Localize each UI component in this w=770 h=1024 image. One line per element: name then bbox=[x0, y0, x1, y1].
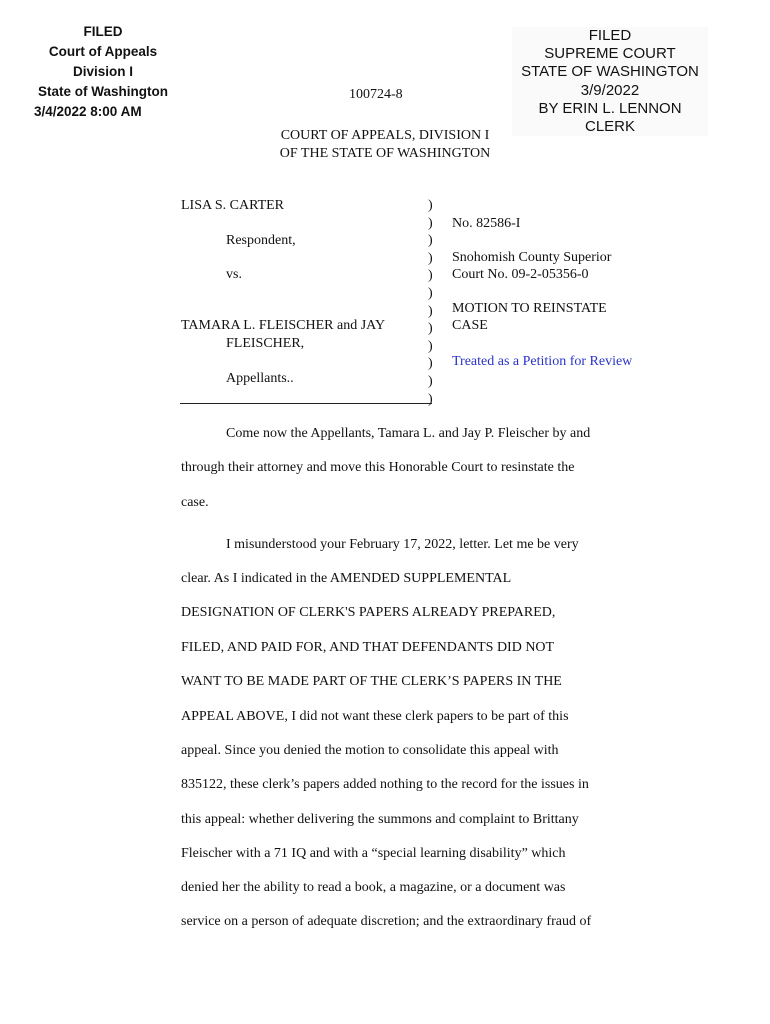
body-line: service on a person of adequate discretion; and the extraordinary fraud of bbox=[181, 914, 592, 929]
motion-title-line1: MOTION TO REINSTATE bbox=[452, 301, 607, 316]
body-line: case. bbox=[181, 495, 209, 510]
paren: ) bbox=[428, 303, 433, 319]
paren: ) bbox=[428, 198, 433, 213]
paren: ) bbox=[428, 321, 433, 337]
stamp-line: Court of Appeals bbox=[48, 44, 158, 59]
stamp-line: FILED bbox=[588, 27, 632, 44]
court-header-line1: COURT OF APPEALS, DIVISION I bbox=[280, 128, 490, 143]
paren: ) bbox=[428, 373, 433, 389]
stamp-line: SUPREME COURT bbox=[544, 45, 676, 63]
county-court-line1: Snohomish County Superior bbox=[452, 250, 612, 265]
plaintiff-role: Respondent, bbox=[226, 233, 296, 248]
treated-as-annotation: Treated as a Petition for Review bbox=[452, 354, 633, 369]
stamp-line: State of Washington bbox=[38, 84, 168, 99]
court-header-line2: OF THE STATE OF WASHINGTON bbox=[279, 146, 491, 161]
body-line: this appeal: whether delivering the summons and complaint to Brittany bbox=[181, 812, 579, 827]
plaintiff-name: LISA S. CARTER bbox=[181, 198, 285, 213]
body-line: through their attorney and move this Honorable Court to resinstate the bbox=[181, 460, 575, 475]
body-line: 835122, these clerk’s papers added nothing to the record for the issues in bbox=[181, 777, 589, 792]
stamp-line: Division I bbox=[72, 64, 133, 79]
case-number: No. 82586-I bbox=[452, 216, 521, 231]
defendants-name-line1: TAMARA L. FLEISCHER and JAY bbox=[181, 318, 386, 333]
stamp-line: BY ERIN L. LENNON bbox=[538, 99, 682, 117]
body-line: appeal. Since you denied the motion to consolidate this appeal with bbox=[181, 743, 559, 758]
body-line: denied her the ability to read a book, a magazine, or a document was bbox=[181, 880, 566, 895]
body-line: DESIGNATION OF CLERK'S PAPERS ALREADY PREPARED, bbox=[181, 605, 556, 620]
body-line: FILED, AND PAID FOR, AND THAT DEFENDANTS DID NOT bbox=[181, 640, 555, 655]
body-line: Fleischer with a 71 IQ and with a “special learning disability” which bbox=[181, 846, 566, 861]
body-line: WANT TO BE MADE PART OF THE CLERK’S PAPERS IN THE bbox=[181, 674, 562, 689]
paren: ) bbox=[428, 268, 433, 284]
caption-paren-column bbox=[428, 197, 433, 408]
paren: ) bbox=[428, 391, 433, 407]
motion-title-line2: CASE bbox=[452, 318, 488, 333]
stamp-date: 3/4/2022 8:00 AM bbox=[34, 104, 142, 119]
body-line: I misunderstood your February 17, 2022, letter. Let me be very bbox=[226, 537, 579, 552]
paren: ) bbox=[428, 356, 433, 372]
defendants-name-line2: FLEISCHER, bbox=[226, 336, 305, 351]
body-line: clear. As I indicated in the AMENDED SUPPLEMENTAL bbox=[181, 571, 512, 586]
caption-rule bbox=[180, 403, 432, 404]
supreme-court-case-number: 100724-8 bbox=[349, 87, 403, 102]
paren: ) bbox=[428, 285, 433, 301]
stamp-date: 3/9/2022 bbox=[580, 81, 640, 99]
paren: ) bbox=[428, 250, 433, 266]
stamp-line: STATE OF WASHINGTON bbox=[521, 63, 699, 81]
paren: ) bbox=[428, 338, 433, 354]
body-line: APPEAL ABOVE, I did not want these clerk papers to be part of this bbox=[181, 709, 569, 724]
defendants-role: Appellants.. bbox=[226, 371, 294, 386]
stamp-line: CLERK bbox=[584, 118, 636, 136]
paren: ) bbox=[428, 233, 433, 249]
versus-label: vs. bbox=[226, 267, 242, 282]
stamp-line: FILED bbox=[83, 24, 123, 39]
county-court-line2: Court No. 09-2-05356-0 bbox=[452, 267, 589, 282]
supreme-court-filed-stamp bbox=[512, 27, 708, 136]
body-line: Come now the Appellants, Tamara L. and Jay P. Fleischer by and bbox=[226, 426, 591, 441]
court-of-appeals-filed-stamp bbox=[30, 22, 176, 122]
paren: ) bbox=[428, 215, 433, 231]
